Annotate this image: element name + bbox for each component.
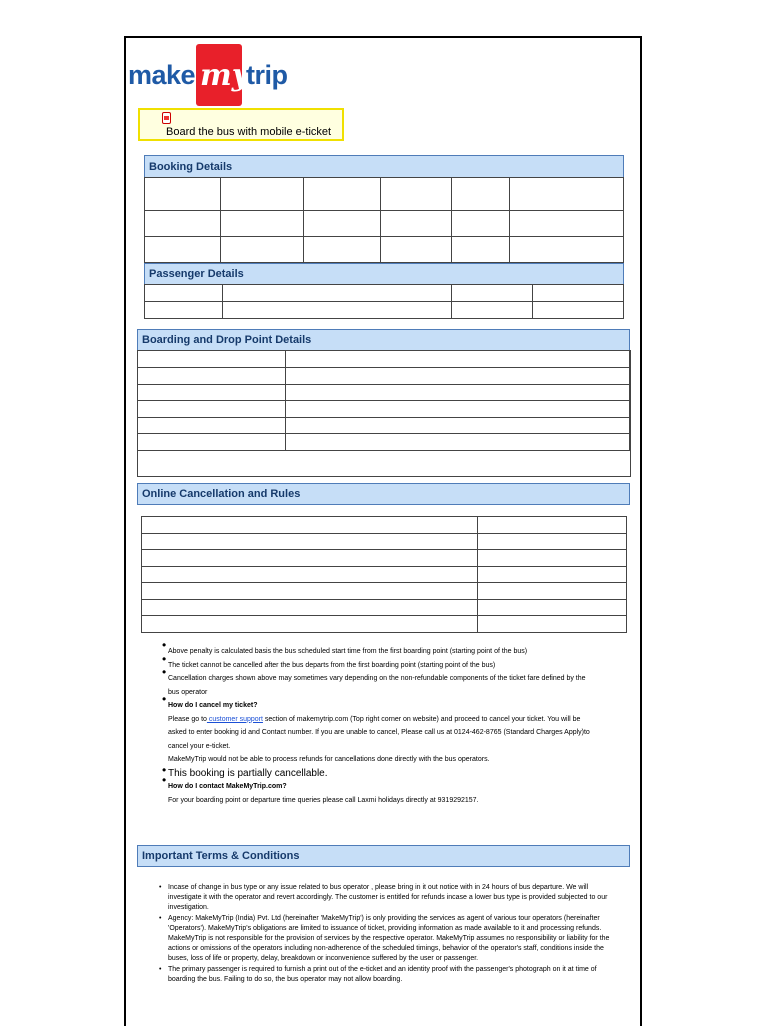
terms-text: The primary passenger is required to furnish a print out of the e-ticket and an identity proof with the passenger's photograph on it at time of boarding the bus. Failing to do so, the bus operator may not allow boarding. bbox=[168, 966, 597, 983]
bullet-icon: • bbox=[162, 665, 167, 679]
note-text: bus operator bbox=[168, 688, 208, 696]
note-text: The ticket cannot be cancelled after the bus departs from the first boarding point (starting point of the bus) bbox=[168, 661, 496, 669]
logo-make-text: make bbox=[128, 60, 196, 90]
faq-answer bbox=[168, 713, 624, 727]
terms-item bbox=[157, 914, 623, 964]
booking-details-table bbox=[144, 177, 624, 263]
faq-question: How do I contact MakeMyTrip.com? bbox=[168, 783, 287, 790]
cancellation-header: Online Cancellation and Rules bbox=[137, 483, 630, 505]
customer-support-link[interactable]: customer support bbox=[206, 715, 263, 723]
partial-cancel-text: This booking is partially cancellable. bbox=[168, 767, 328, 779]
bullet-icon: • bbox=[162, 773, 167, 787]
passenger-details-header: Passenger Details bbox=[144, 263, 624, 285]
boarding-drop-header: Boarding and Drop Point Details bbox=[137, 329, 630, 351]
mobile-ticket-text: Board the bus with mobile e-ticket bbox=[166, 126, 332, 138]
mobile-phone-icon bbox=[162, 112, 171, 124]
faq-answer-text: section of makemytrip.com (Top right corner on website) and proceed to cancel your ticket. You will be bbox=[262, 715, 581, 723]
terms-item bbox=[157, 965, 623, 985]
bullet-icon: • bbox=[162, 651, 167, 666]
faq-answer-text: asked to enter booking id and Contact number. If you are unable to cancel, Please call us at 0124-462-8765 (Standard Charges Apply)to bbox=[168, 729, 590, 736]
terms-text: Agency: MakeMyTrip (India) Pvt. Ltd (hereinafter 'MakeMyTrip') is only providing the services as agent of various tour operators (hereinafter 'Operators'). MakeMyTrip's obligations are limited to issuance of ticket, providing information as made available to it and processing refunds. MakeMyTrip is not responsible for the provision of services by the respective operator. MakeMyTrip assumes no responsibility or liability for the actions or omissions of the operators including non-adherence of the scheduled timings, behavior of the operator's staff, conditions inside the buses, loss of life or property, delay, breakdown or inconvenience suffered by the user or passenger. bbox=[168, 915, 610, 962]
booking-details-header: Booking Details bbox=[144, 155, 624, 178]
note-item bbox=[162, 638, 624, 659]
boarding-drop-table bbox=[137, 350, 630, 451]
note-text: Above penalty is calculated basis the bus scheduled start time from the first boarding point (starting point of the bus) bbox=[168, 648, 528, 655]
faq-answer-text: For your boarding point or departure time queries please call Laxmi holidays directly at 9319292157. bbox=[168, 796, 479, 804]
faq-answer-text: cancel your e-ticket. bbox=[168, 742, 231, 750]
logo-trip-text: trip bbox=[246, 60, 288, 90]
faq-answer-text: Please go to bbox=[168, 715, 207, 723]
faq-answer-text: MakeMyTrip would not be able to process refunds for cancellations done directly with the bus operators. bbox=[168, 756, 490, 763]
bullet-icon: • bbox=[162, 638, 167, 652]
logo-my-text: my bbox=[200, 58, 250, 93]
mobile-ticket-banner bbox=[138, 108, 344, 141]
note-text: Cancellation charges shown above may sometimes vary depending on the non-refundable components of the ticket fare defined by the bbox=[168, 675, 586, 682]
bullet-icon: • bbox=[159, 966, 162, 973]
faq-question: How do I cancel my ticket? bbox=[168, 702, 258, 709]
bullet-icon: • bbox=[159, 884, 162, 891]
terms-item bbox=[157, 883, 623, 913]
bullet-icon: • bbox=[162, 692, 167, 706]
bullet-icon: • bbox=[162, 762, 167, 777]
bullet-icon: • bbox=[159, 915, 162, 922]
terms-header: Important Terms & Conditions bbox=[137, 845, 630, 867]
cancellation-notes bbox=[154, 638, 624, 807]
terms-list bbox=[157, 883, 623, 986]
cancellation-table bbox=[141, 516, 627, 633]
passenger-details-table bbox=[144, 284, 624, 319]
terms-text: Incase of change in bus type or any issue related to bus operator , please bring in it out notice with in 24 hours of bus departure. We will investigate it with the operator and revert accordingly. The customer is entitled for refunds incase a lower bus type is provided subjected to our investigation. bbox=[168, 884, 608, 911]
partial-cancel-note bbox=[162, 762, 624, 781]
